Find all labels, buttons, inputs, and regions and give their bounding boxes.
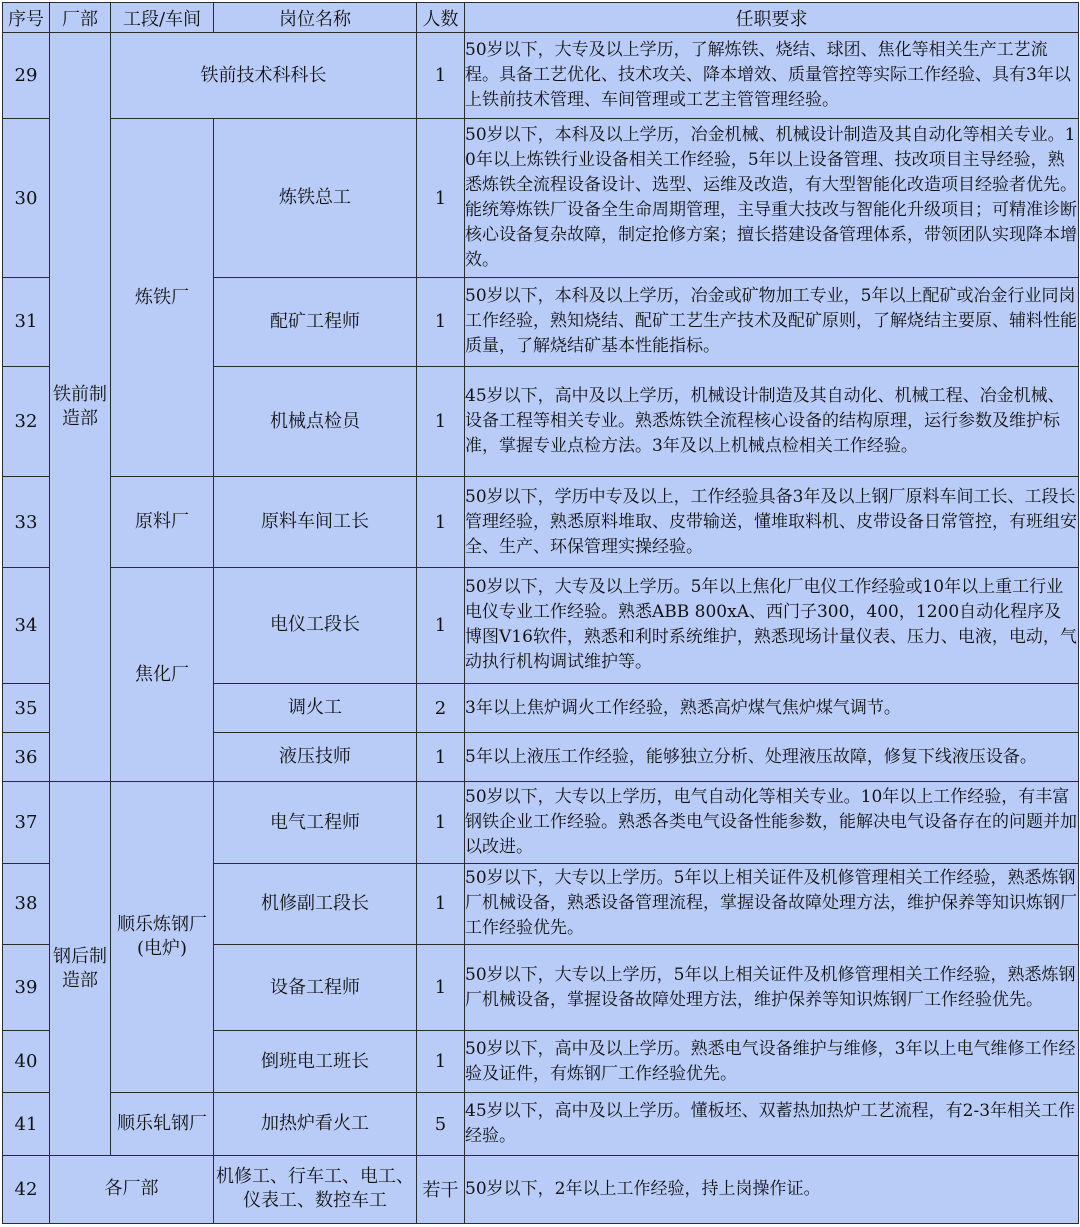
header-dept: 厂部	[50, 3, 111, 33]
row-number: 34	[3, 567, 50, 683]
header-job: 岗位名称	[214, 3, 417, 33]
table-row	[3, 782, 1079, 863]
headcount: 1	[417, 367, 465, 477]
job-title: 电仪工段长	[214, 567, 417, 683]
headcount: 2	[417, 684, 465, 733]
requirements: 50岁以下，2年以上工作经验，持上岗操作证。	[465, 1155, 1079, 1223]
headcount: 1	[417, 733, 465, 782]
requirements: 45岁以下，高中及以上学历。懂板坯、双蓄热加热炉工艺流程，有2-3年相关工作经验。	[465, 1093, 1079, 1155]
dept-cell: 各厂部	[50, 1155, 214, 1223]
requirements: 50岁以下，大专及以上学历，了解炼铁、烧结、球团、焦化等相关生产工艺流程。具备工艺优化、技术攻关、降本增效、质量管控等实际工作经验、具有3年以上铁前技术管理、车间管理或工艺主管管理经验。	[465, 33, 1079, 119]
table-header-row	[3, 3, 1079, 33]
section-cell: 原料厂	[111, 477, 214, 567]
headcount: 1	[417, 567, 465, 683]
headcount: 1	[417, 782, 465, 863]
job-title: 配矿工程师	[214, 277, 417, 366]
requirements: 50岁以下，大专以上学历，5年以上相关证件及机修管理相关工作经验，熟悉炼钢厂机械设备，掌握设备故障处理方法，维护保养等知识炼钢厂工作经验优先。	[465, 945, 1079, 1031]
header-section: 工段/车间	[111, 3, 214, 33]
headcount: 1	[417, 863, 465, 944]
requirements: 50岁以下，本科及以上学历，冶金或矿物加工专业，5年以上配矿或冶金行业同岗工作经验，熟知烧结、配矿工艺生产技术及配矿原则，了解烧结主要原、辅料性能质量，了解烧结矿基本性能指标。	[465, 277, 1079, 366]
job-title: 铁前技术科科长	[111, 33, 417, 119]
headcount: 1	[417, 119, 465, 278]
job-title: 液压技师	[214, 733, 417, 782]
row-number: 35	[3, 684, 50, 733]
headcount: 5	[417, 1093, 465, 1155]
row-number: 39	[3, 945, 50, 1031]
row-number: 29	[3, 33, 50, 119]
headcount: 1	[417, 477, 465, 567]
table-row	[3, 1093, 1079, 1155]
row-number: 42	[3, 1155, 50, 1223]
job-title: 倒班电工班长	[214, 1031, 417, 1093]
section-cell: 顺乐轧钢厂	[111, 1093, 214, 1155]
dept-cell: 钢后制造部	[50, 782, 111, 1155]
job-title: 原料车间工长	[214, 477, 417, 567]
requirements: 5年以上液压工作经验，能够独立分析、处理液压故障，修复下线液压设备。	[465, 733, 1079, 782]
requirements: 50岁以下，大专及以上学历。5年以上焦化厂电仪工作经验或10年以上重工行业电仪专业工作经验。熟悉ABB 800xA、西门子300，400，1200自动化程序及博图V16软件，熟悉和利时系统维护，熟悉现场计量仪表、压力、电液，电动，气动执行机构调试维护等。	[465, 567, 1079, 683]
table-row	[3, 477, 1079, 567]
header-requirements: 任职要求	[465, 3, 1079, 33]
requirements: 50岁以下，大专以上学历，电气自动化等相关专业。10年以上工作经验，有丰富钢铁企业工作经验。熟悉各类电气设备性能参数，能解决电气设备存在的问题并加以改进。	[465, 782, 1079, 863]
headcount: 若干	[417, 1155, 465, 1223]
section-cell: 焦化厂	[111, 567, 214, 782]
job-title: 电气工程师	[214, 782, 417, 863]
row-number: 31	[3, 277, 50, 366]
table-row	[3, 119, 1079, 278]
row-number: 38	[3, 863, 50, 944]
table-row	[3, 33, 1079, 119]
job-title: 调火工	[214, 684, 417, 733]
row-number: 32	[3, 367, 50, 477]
requirements: 50岁以下，大专以上学历。5年以上相关证件及机修管理相关工作经验，熟悉炼钢厂机械设备，熟悉设备管理流程，掌握设备故障处理方法，维护保养等知识炼钢厂工作经验优先。	[465, 863, 1079, 944]
job-title: 机修工、行车工、电工、仪表工、数控车工	[214, 1155, 417, 1223]
row-number: 30	[3, 119, 50, 278]
job-title: 机械点检员	[214, 367, 417, 477]
requirements: 50岁以下，本科及以上学历，冶金机械、机械设计制造及其自动化等相关专业。10年以上炼铁行业设备相关工作经验，5年以上设备管理、技改项目主导经验，熟悉炼铁全流程设备设计、选型、运维及改造，有大型智能化改造项目经验者优先。能统筹炼铁厂设备全生命周期管理，主导重大技改与智能化升级项目；可精准诊断核心设备复杂故障，制定抢修方案；擅长搭建设备管理体系，带领团队实现降本增效。	[465, 119, 1079, 278]
job-requirements-table	[2, 2, 1079, 1224]
row-number: 37	[3, 782, 50, 863]
job-title: 炼铁总工	[214, 119, 417, 278]
section-cell: 炼铁厂	[111, 119, 214, 477]
requirements: 3年以上焦炉调火工作经验，熟悉高炉煤气焦炉煤气调节。	[465, 684, 1079, 733]
headcount: 1	[417, 277, 465, 366]
table-row	[3, 567, 1079, 683]
requirements: 50岁以下，高中及以上学历。熟悉电气设备维护与维修，3年以上电气维修工作经验及证件，有炼钢厂工作经验优先。	[465, 1031, 1079, 1093]
row-number: 36	[3, 733, 50, 782]
section-cell: 顺乐炼钢厂(电炉)	[111, 782, 214, 1093]
header-count: 人数	[417, 3, 465, 33]
header-seq: 序号	[3, 3, 50, 33]
table-row	[3, 1155, 1079, 1223]
requirements: 45岁以下，高中及以上学历，机械设计制造及其自动化、机械工程、冶金机械、设备工程等相关专业。熟悉炼铁全流程核心设备的结构原理，运行参数及维护标准，掌握专业点检方法。3年及以上机械点检相关工作经验。	[465, 367, 1079, 477]
headcount: 1	[417, 33, 465, 119]
job-title: 加热炉看火工	[214, 1093, 417, 1155]
job-title: 设备工程师	[214, 945, 417, 1031]
headcount: 1	[417, 945, 465, 1031]
headcount: 1	[417, 1031, 465, 1093]
row-number: 33	[3, 477, 50, 567]
requirements: 50岁以下，学历中专及以上，工作经验具备3年及以上钢厂原料车间工长、工段长管理经验，熟悉原料堆取、皮带输送，懂堆取料机、皮带设备日常管控，有班组安全、生产、环保管理实操经验。	[465, 477, 1079, 567]
dept-cell: 铁前制造部	[50, 33, 111, 782]
row-number: 41	[3, 1093, 50, 1155]
job-title: 机修副工段长	[214, 863, 417, 944]
row-number: 40	[3, 1031, 50, 1093]
